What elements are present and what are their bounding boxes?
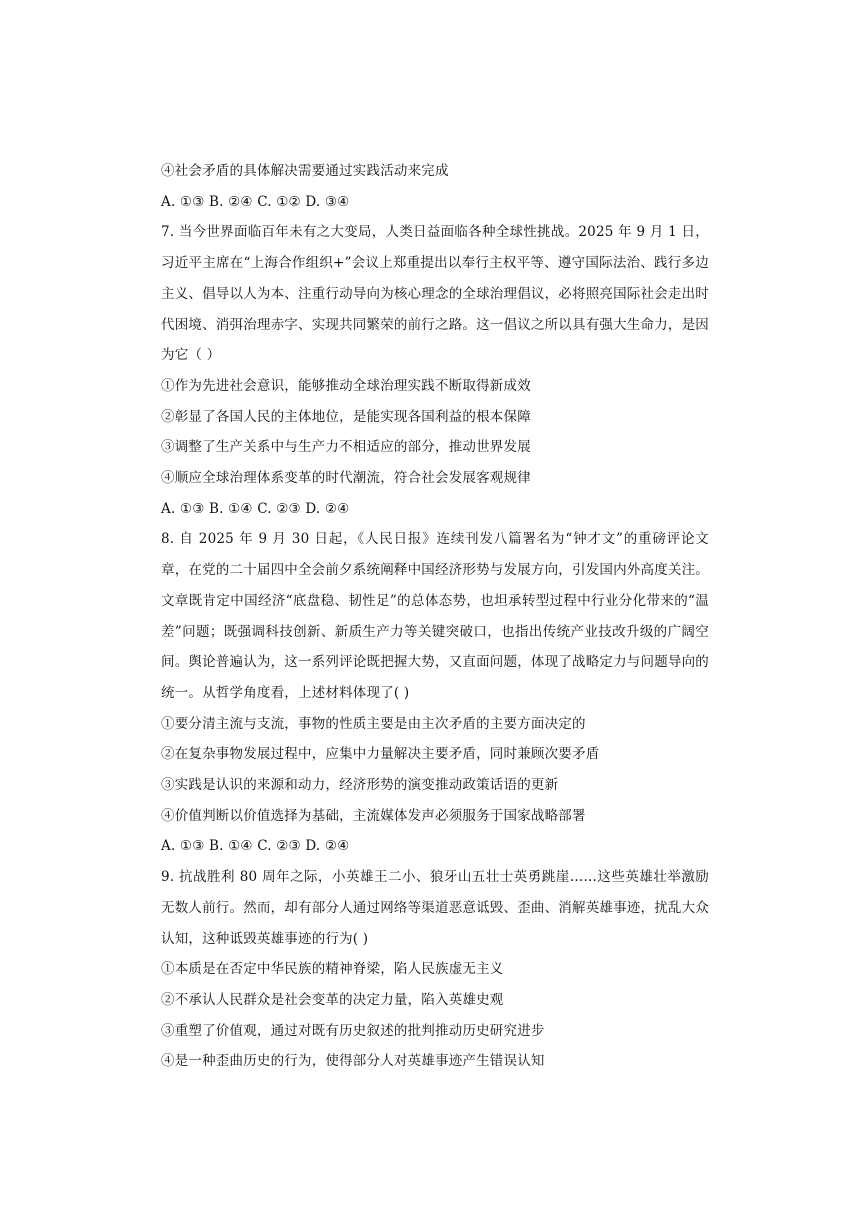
q6-option-4: ④社会矛盾的具体解决需要通过实践活动来完成: [161, 163, 449, 179]
q8-option-1: ①要分清主流与支流，事物的性质主要是由主次矛盾的主要方面决定的: [161, 715, 586, 732]
q7-option-2: ②彰显了各国人民的主体地位，是能实现各国利益的根本保障: [161, 408, 531, 425]
q6-answer-choices: A. ①③ B. ②④ C. ①② D. ③④: [161, 193, 350, 210]
q7-option-1: ①作为先进社会意识，能够推动全球治理实践不断取得新成效: [161, 377, 531, 394]
q9-option-1: ①本质是在否定中华民族的精神脊梁，陷人民族虚无主义: [161, 961, 504, 978]
q9-stem: 9. 抗战胜利 80 周年之际，小英雄王二小、狼牙山五壮士英勇跳崖……这些英雄壮举激励无数人前行。然而，却有部分人通过网络等渠道恶意诋毁、歪曲、消解英雄事迹，扰乱大众认知，这种诋毁英雄事迹的行为( ): [161, 869, 709, 947]
q8-option-4: ④价值判断以价值选择为基础，主流媒体发声必须服务于国家战略部署: [161, 807, 586, 824]
q9-option-4: ④是一种歪曲历史的行为，使得部分人对英雄事迹产生错误认知: [161, 1053, 545, 1070]
q7-option-4: ④顺应全球治理体系变革的时代潮流，符合社会发展客观规律: [161, 470, 531, 487]
q9-option-3: ③重塑了价值观，通过对既有历史叙述的批判推动历史研究进步: [161, 1022, 545, 1039]
q8-option-3: ③实践是认识的来源和动力，经济形势的演变推动政策话语的更新: [161, 777, 559, 794]
q7-answer-choices: A. ①③ B. ①④ C. ②③ D. ②④: [161, 500, 350, 517]
document-content: [161, 156, 709, 1077]
q8-option-2: ②在复杂事物发展过程中，应集中力量解决主要矛盾，同时兼顾次要矛盾: [161, 746, 600, 763]
q9-option-2: ②不承认人民群众是社会变革的决定力量，陷入英雄史观: [161, 991, 504, 1008]
q7-stem: 7. 当今世界面临百年未有之大变局，人类日益面临各种全球性挑战。2025 年 9 月 1 日，习近平主席在“上海合作组织+”会议上郑重提出以奉行主权平等、遵守国际法治、践行多边主义、倡导以人为本、注重行动导向为核心理念的全球治理倡议，必将照亮国际社会走出时代困境、消弭治理赤字、实现共同繁荣的前行之路。这一倡议之所以具有强大生命力，是因为它（ ）: [161, 224, 709, 364]
q8-stem: 8. 自 2025 年 9 月 30 日起，《人民日报》连续刊发八篇署名为“钟才文”的重磅评论文章，在党的二十届四中全会前夕系统阐释中国经济形势与发展方向，引发国内外高度关注。文章既肯定中国经济“底盘稳、韧性足”的总体态势，也坦承转型过程中行业分化带来的“温差”问题；既强调科技创新、新质生产力等关键突破口，也指出传统产业技改升级的广阔空间。舆论普遍认为，这一系列评论既把握大势，又直面问题，体现了战略定力与问题导向的统一。从哲学角度看，上述材料体现了( ): [161, 531, 709, 701]
q7-option-3: ③调整了生产关系中与生产力不相适应的部分，推动世界发展: [161, 439, 531, 456]
q8-answer-choices: A. ①③ B. ①④ C. ②③ D. ②④: [161, 838, 350, 855]
